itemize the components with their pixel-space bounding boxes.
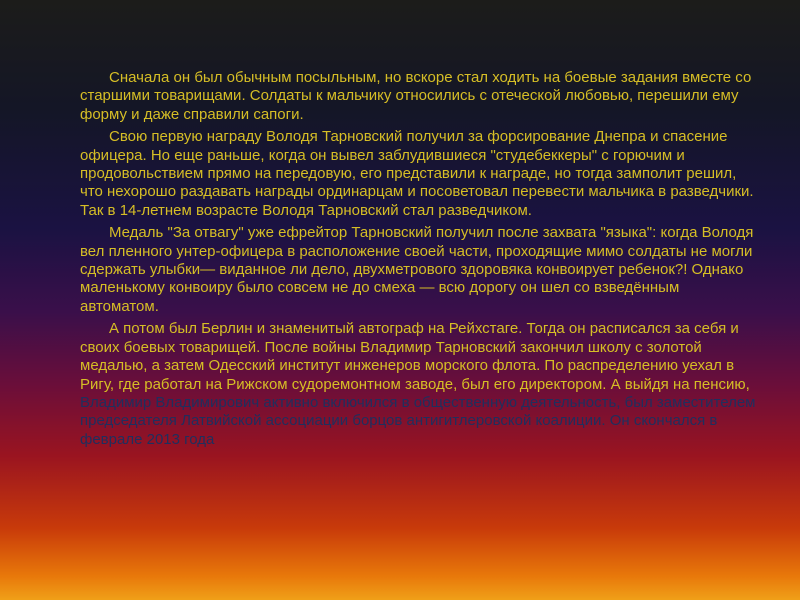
paragraph-4-main: А потом был Берлин и знаменитый автограф на Рейхстаге. Тогда он расписался за себя и своих боевых товарищей. После войны Владимир Тарновский закончил школу с золотой медалью, а затем Одесский институт инженеров морского флота. По распределению уехал в Ригу, где работал на Рижском судоремонтном заводе, был его директором. А выйдя на пенсию, [80, 320, 750, 393]
paragraph-4 [80, 320, 760, 449]
paragraph-2: Свою первую награду Володя Тарновский получил за форсирование Днепра и спасение офицера. Но еще раньше, когда он вывел заблудившиеся "студебеккеры" с горючим и продовольствием прямо на передовую, его представили к награде, но тогда замполит решил, что нехорошо раздавать награды ординарцам и посоветовал перевести мальчика в разведчики. Так в 14-летнем возрасте Володя Тарновский стал разведчиком. [80, 128, 754, 219]
paragraph-1: Сначала он был обычным посыльным, но вскоре стал ходить на боевые задания вместе со старшими товарищами. Солдаты к мальчику относились с отеческой любовью, перешили ему форму и даже справили сапоги. [80, 69, 752, 123]
paragraph-4-tail: Владимир Владимирович активно включился в общественную деятельность, был заместителем председателя Латвийской ассоциации борцов антигитлеровской коалиции. Он скончался в феврале 2013 года [80, 393, 756, 448]
paragraph-3: Медаль "За отвагу" уже ефрейтор Тарновский получил после захвата "языка": когда Володя вел пленного унтер-офицера в расположение своей части, проходящие мимо солдаты не могли сдержать улыбки— виданное ли дело, двухметрового здоровяка конвоирует ребенок?! Однако маленькому конвоиру было совсем не до смеха — всю дорогу он шел со взведённым автоматом. [80, 224, 754, 315]
slide-text-block [80, 69, 760, 453]
